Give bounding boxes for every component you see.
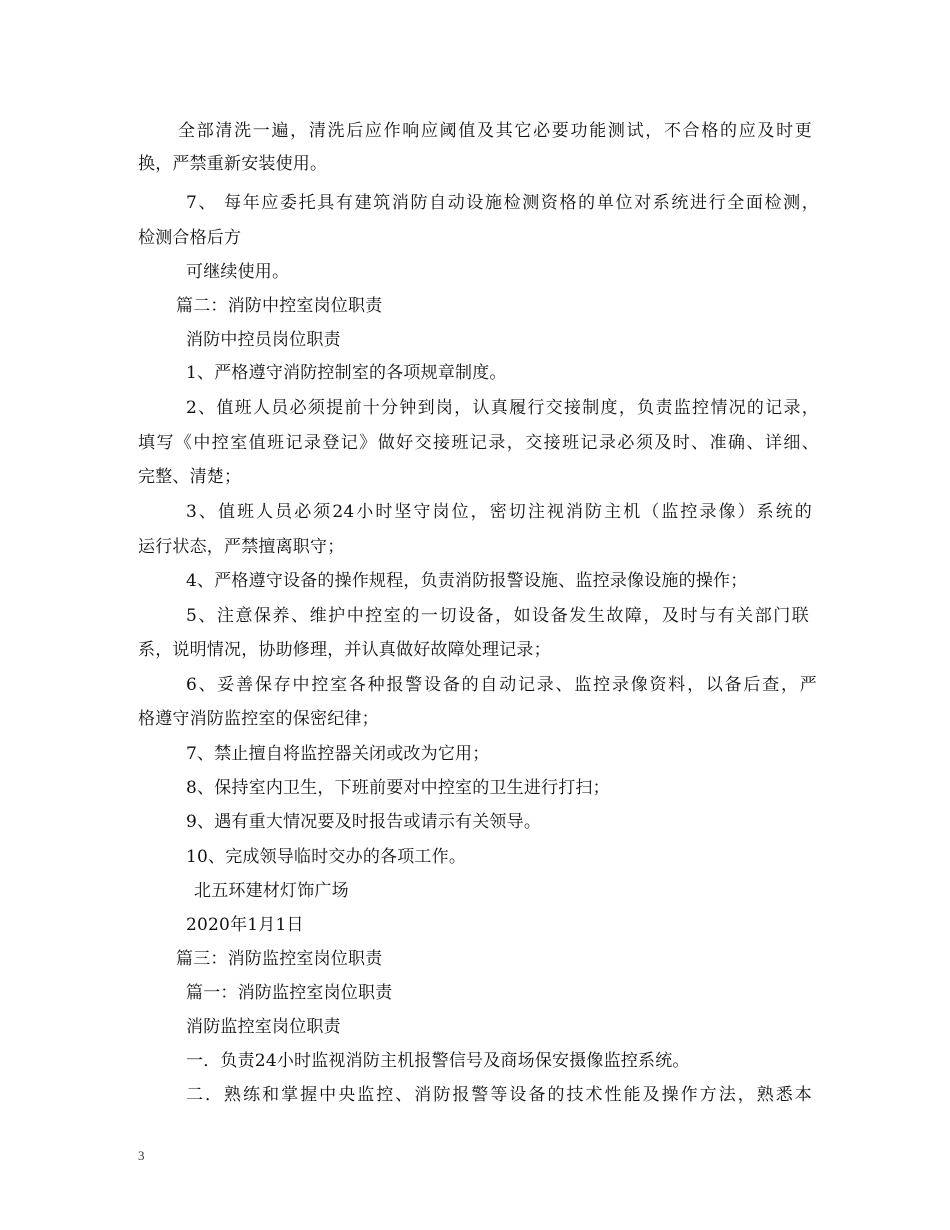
list-item: 6、妥善保存中控室各种报警设备的自动记录、监控录像资料，以备后查，严: [186, 675, 817, 695]
paragraph-line: 全部清洗一遍，清洗后应作响应阈值及其它必要功能测试，不合格的应及时更: [178, 121, 812, 141]
list-item: 10、完成领导临时交办的各项工作。: [186, 847, 467, 867]
signature-organization: 北五环建材灯饰广场: [194, 881, 349, 901]
paragraph-line: 换，严禁重新安装使用。: [138, 154, 328, 174]
paragraph-line: 完整、清楚；: [138, 467, 242, 487]
section-heading: 篇三：消防监控室岗位职责: [176, 949, 383, 969]
list-item: 8、保持室内卫生，下班前要对中控室的卫生进行打扫；: [186, 778, 610, 798]
paragraph-line: 运行状态，严禁擅离职守；: [138, 537, 345, 557]
paragraph-line: 系，说明情况，协助修理，并认真做好故障处理记录；: [138, 640, 551, 660]
list-item: 1、严格遵守消防控制室的各项规章制度。: [186, 363, 507, 383]
list-item: 9、遇有重大情况要及时报告或请示有关领导。: [186, 812, 542, 832]
subsection-heading: 消防监控室岗位职责: [186, 1017, 341, 1037]
page-number: 3: [138, 1148, 145, 1163]
list-item: 2、值班人员必须提前十分钟到岗，认真履行交接制度，负责监控情况的记录，: [186, 398, 819, 418]
signature-date: 2020年1月1日: [186, 915, 304, 935]
list-item: 5、注意保养、维护中控室的一切设备，如设备发生故障，及时与有关部门联: [186, 606, 809, 626]
paragraph-line: 检测合格后方: [138, 228, 242, 248]
list-item: 4、严格遵守设备的操作规程，负责消防报警设施、监控录像设施的操作；: [186, 571, 748, 591]
paragraph-line: 7、 每年应委托具有建筑消防自动设施检测资格的单位对系统进行全面检测，: [186, 193, 819, 213]
paragraph-line: 可继续使用。: [186, 262, 290, 282]
subsection-heading: 消防中控员岗位职责: [186, 330, 341, 350]
list-item: 一．负责24小时监视消防主机报警信号及商场保安摄像监控系统。: [186, 1051, 690, 1071]
list-item: 二．熟练和掌握中央监控、消防报警等设备的技术性能及操作方法，熟悉本: [186, 1085, 812, 1105]
paragraph-line: 填写《中控室值班记录登记》做好交接班记录，交接班记录必须及时、准确、详细、: [138, 433, 819, 453]
paragraph-line: 格遵守消防监控室的保密纪律；: [138, 709, 379, 729]
list-item: 3、值班人员必须24小时坚守岗位，密切注视消防主机（监控录像）系统的: [186, 502, 812, 522]
section-heading: 篇二：消防中控室岗位职责: [176, 296, 383, 316]
list-item: 7、禁止擅自将监控器关闭或改为它用；: [186, 744, 490, 764]
subsection-heading: 篇一：消防监控室岗位职责: [186, 983, 393, 1003]
